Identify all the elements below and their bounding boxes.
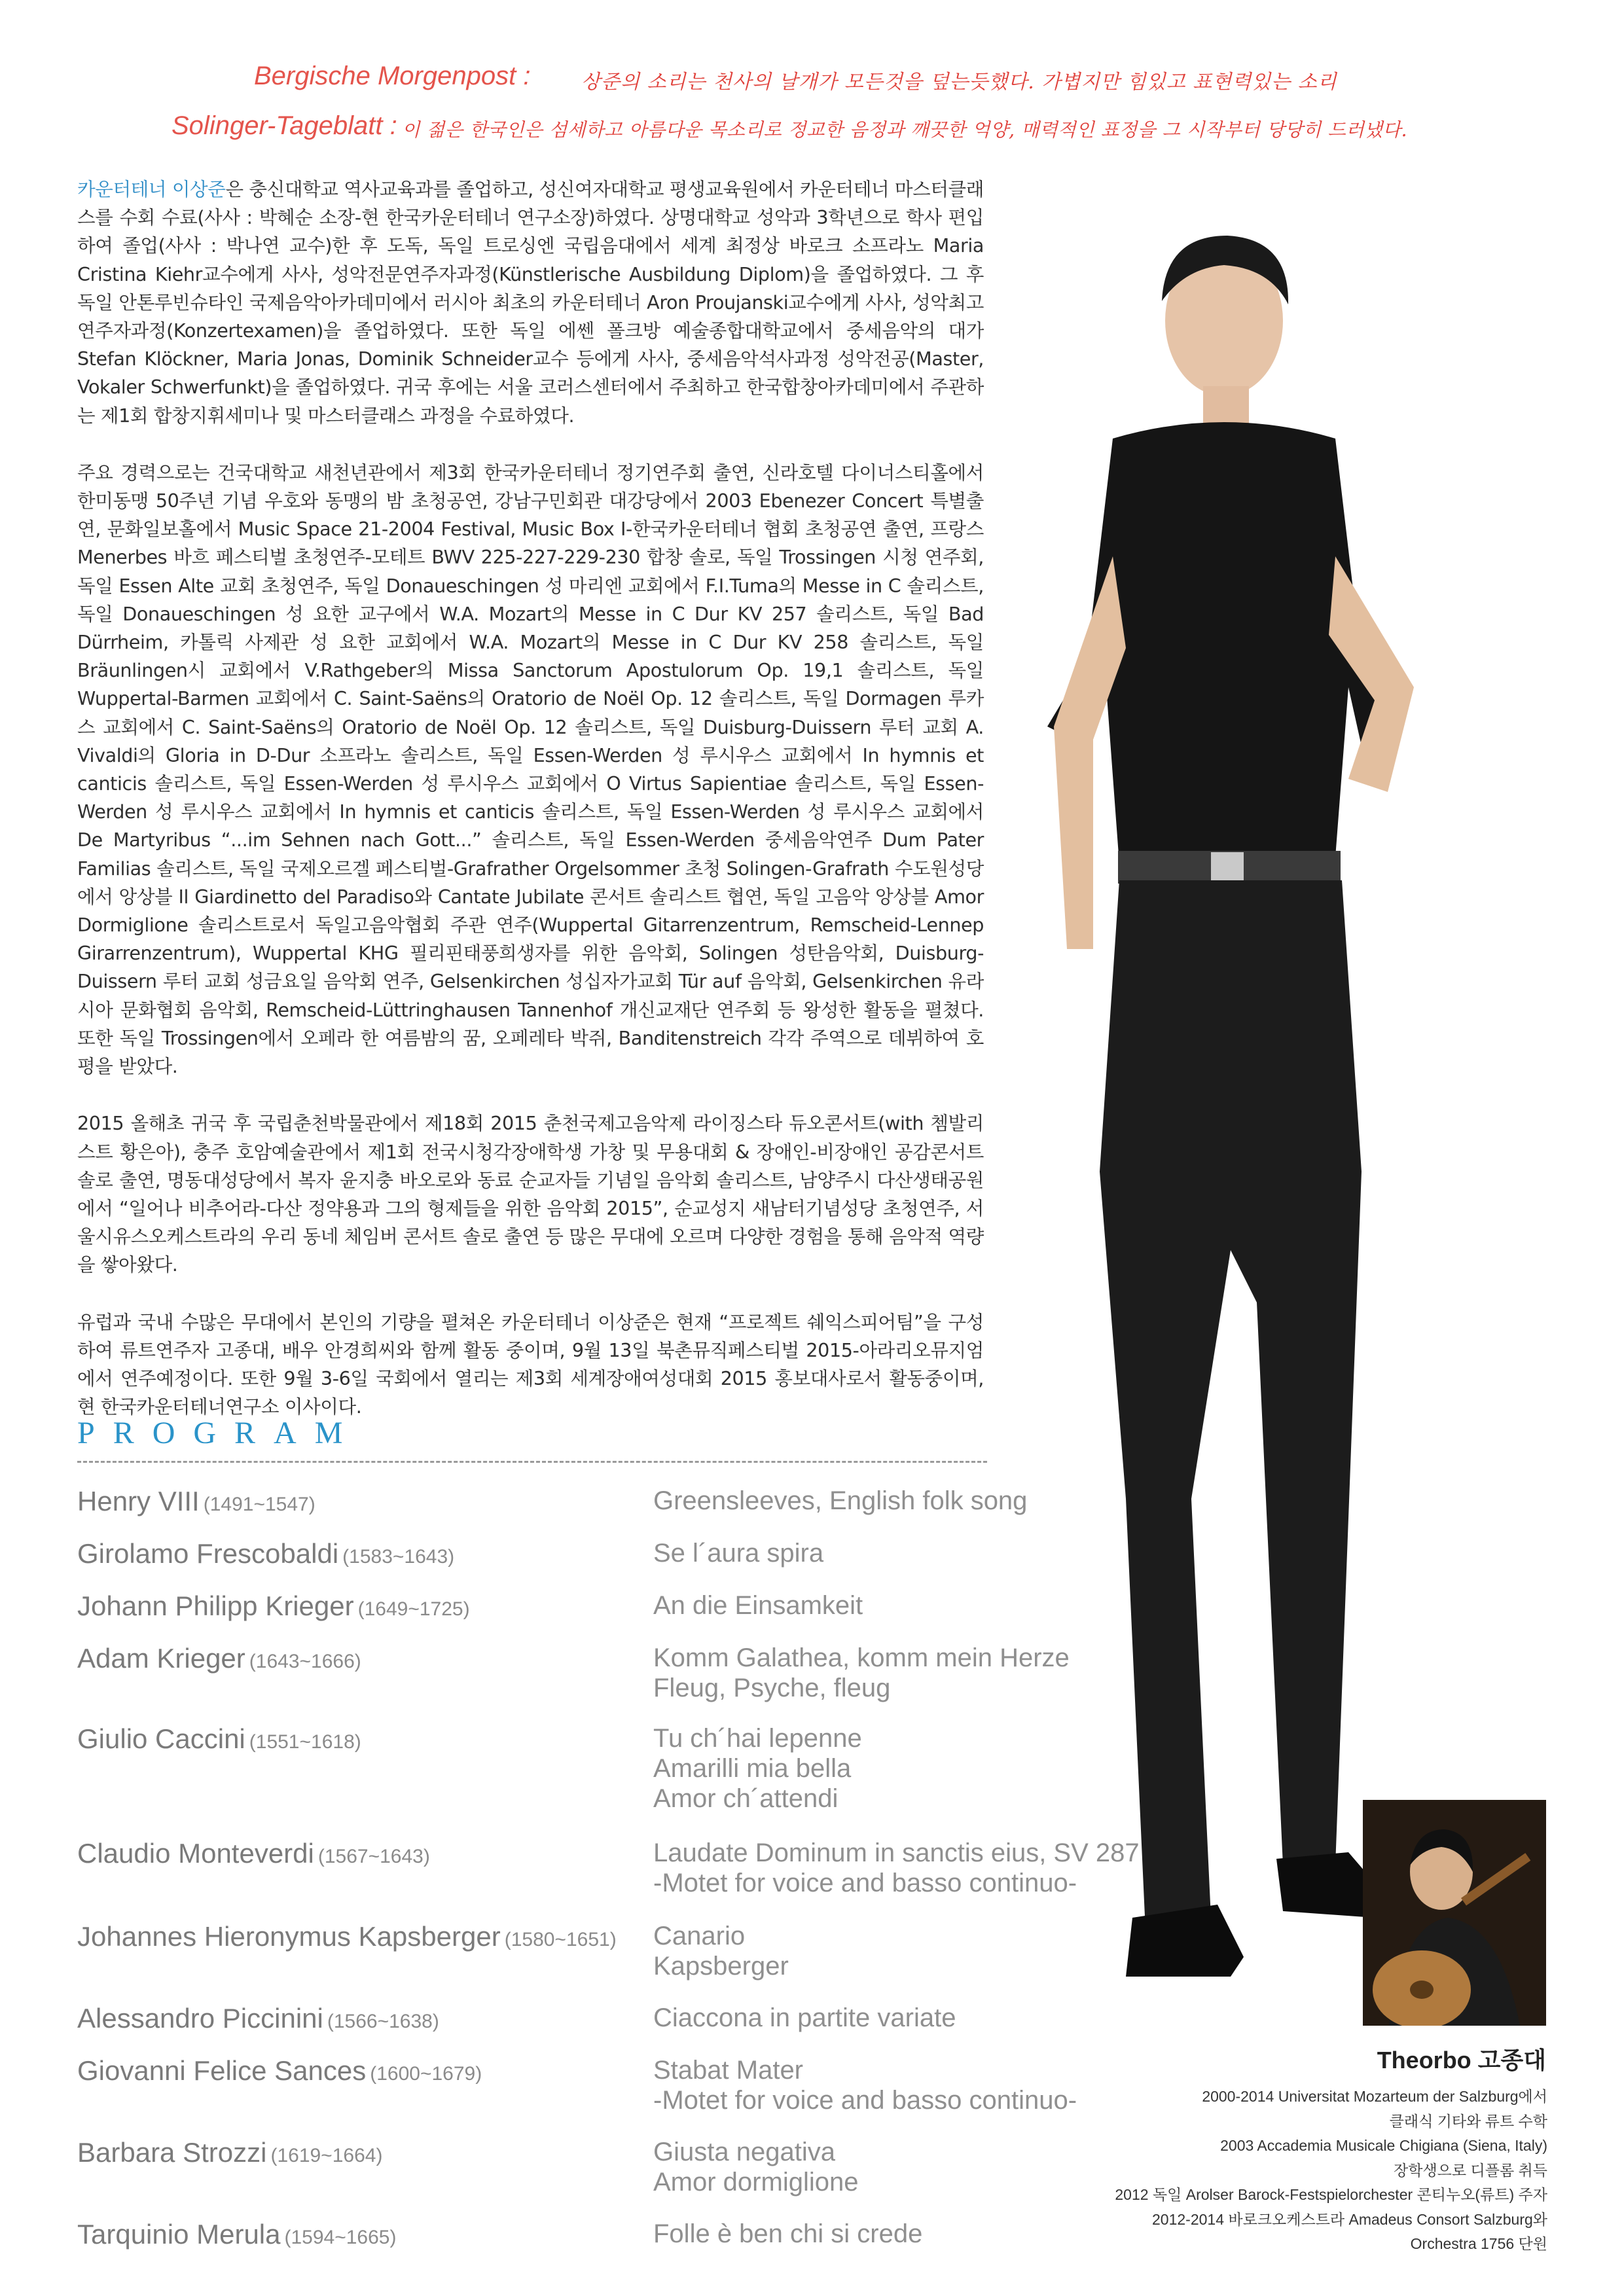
theorbo-bio-line: 2012-2014 바로크오케스트라 Amadeus Consort Salzburg와 bbox=[1152, 2210, 1547, 2228]
composer-name: Tarquinio Merula (1594~1665) bbox=[77, 2219, 397, 2250]
composer-name: Johannes Hieronymus Kapsberger (1580~1651) bbox=[77, 1921, 617, 1952]
theorbo-bio-line: Orchestra 1756 단원 bbox=[1410, 2235, 1547, 2252]
bio-paragraph-1-text: 은 충신대학교 역사교육과를 졸업하고, 성신여자대학교 평생교육원에서 카운터테너 마스터클래스를 수회 수료(사사 : 박혜순 소장-현 한국카운터테너 연구소장)하였다. 상명대학교 성악과 3학년으로 학사 편입하여 졸업(사사 : 박나연 교수)한 후 도독, 독일 트로싱엔 국립음대에서 세계 최정상 바로크 소프라노 Maria Cristina Kiehr교수에게 사사, 성악전문연주자과정(Künstlerische Ausbildung Diplom)을 졸업하였다. 그 후 독일 안톤루빈슈타인 국제음악아카데미에서 러시아 최초의 카운터테너 Aron Proujanski교수에게 사사, 성악최고연주자과정(Konzertexamen)을 졸업하였다. 또한 독일 에쎈 폴크방 예술종합대학교에서 중세음악의 대가 Stefan Klöckner, Maria Jonas, Dominik Schneider교수 등에게 사사, 중세음악석사과정 성악전공(Master, Vokaler Schwerfunkt)을 졸업하였다. 귀국 후에는 서울 코러스센터에서 주최하고 한국합창아카데미에서 주관하는 제1회 합창지휘세미나 및 마스터클래스 과정을 수료하였다. bbox=[77, 178, 984, 427]
composer-name: Claudio Monteverdi (1567~1643) bbox=[77, 1838, 430, 1869]
quote-1-text: 상준의 소리는 천사의 날개가 모든것을 덮는듯했다. 가볍지만 힘있고 표현력있는 소리 bbox=[581, 71, 1337, 94]
composer-name: Giulio Caccini (1551~1618) bbox=[77, 1723, 361, 1754]
theorbo-player-bio bbox=[1024, 2085, 1547, 2257]
works: Stabat Mater -Motet for voice and basso continuo- bbox=[653, 2056, 1077, 2115]
composer-name: Girolamo Frescobaldi (1583~1643) bbox=[77, 1538, 455, 1569]
theorbo-player-photo bbox=[1363, 1800, 1546, 2026]
program-divider bbox=[77, 1461, 987, 1463]
program-title: PROGRAM bbox=[77, 1416, 361, 1450]
theorbo-bio-line: 2000-2014 Universitat Mozarteum der Salzburg에서 bbox=[1202, 2088, 1547, 2105]
works: Ciaccona in partite variate bbox=[653, 2003, 956, 2032]
quote-1-source-label: Bergische Morgenpost : bbox=[254, 62, 531, 90]
composer-name: Giovanni Felice Sances (1600~1679) bbox=[77, 2055, 482, 2086]
works: Laudate Dominum in sanctis eius, SV 287 -Motet for voice and basso continuo- bbox=[653, 1839, 1140, 1897]
composer-name: Alessandro Piccinini (1566~1638) bbox=[77, 2003, 439, 2034]
works: Folle è ben chi si crede bbox=[653, 2219, 923, 2248]
theorbo-bio-line: 2003 Accademia Musicale Chigiana (Siena, Italy) bbox=[1220, 2137, 1547, 2154]
quote-2-source-label: Solinger-Tageblatt : bbox=[171, 111, 397, 140]
works: An die Einsamkeit bbox=[653, 1591, 863, 1620]
theorbo-bio-line: 2012 독일 Arolser Barock-Festspielorchester 콘티누오(류트) 주자 bbox=[1115, 2186, 1547, 2203]
bio-paragraph-3: 2015 올해초 귀국 후 국립춘천박물관에서 제18회 2015 춘천국제고음악제 라이징스타 듀오콘서트(with 쳄발리스트 황은아), 충주 호암예술관에서 제1회 전국시청각장애학생 가창 및 무용대회 & 장애인-비장애인 공감콘서트 솔로 출연, 명동대성당에서 복자 윤지충 바오로와 동료 순교자들 기념일 음악회 솔리스트, 남양주시 다산생태공원에서 “일어나 비추어라-다산 정약용과 그의 형제들을 위한 음악회 2015”, 순교성지 새남터기념성당 초청연주, 서울시유스오케스트라의 우리 동네 체임버 콘서트 솔로 출연 등 많은 무대에 오르며 다양한 경험을 통해 음악적 역량을 쌓아왔다. bbox=[77, 1112, 984, 1276]
composer-name: Barbara Strozzi (1619~1664) bbox=[77, 2137, 383, 2168]
theorbo-bio-line: 장학생으로 디플롬 취득 bbox=[1394, 2161, 1547, 2179]
composer-name: Adam Krieger (1643~1666) bbox=[77, 1643, 361, 1674]
theorbo-bio-line: 클래식 기타와 류트 수학 bbox=[1389, 2112, 1547, 2130]
works: Greensleeves, English folk song bbox=[653, 1486, 1028, 1515]
works: Canario Kapsberger bbox=[653, 1922, 789, 1981]
bio-paragraph-4: 유럽과 국내 수많은 무대에서 본인의 기량을 펼쳐온 카운터테너 이상준은 현재 “프로젝트 쉐익스피어팀”을 구성하여 류트연주자 고종대, 배우 안경희씨와 함께 활동 중이며, 9월 13일 북촌뮤직페스티벌 2015-아라리오뮤지엄에서 연주예정이다. 또한 9월 3-6일 국회에서 열리는 제3회 세계장애여성대회 2015 홍보대사로서 활동중이며, 현 한국카운터테너연구소 이사이다. bbox=[77, 1310, 984, 1418]
works: Tu ch´hai lepenne Amarilli mia bella Amor ch´attendi bbox=[653, 1724, 862, 1813]
singer-name: 카운터테너 이상준 bbox=[77, 178, 226, 200]
bio-paragraph-1 bbox=[77, 175, 984, 430]
composer-name: Henry VIII (1491~1547) bbox=[77, 1486, 316, 1516]
works: Komm Galathea, komm mein Herze Fleug, Psyche, fleug bbox=[653, 1643, 1070, 1702]
biography bbox=[77, 175, 984, 1450]
works: Se l´aura spira bbox=[653, 1539, 824, 1568]
bio-paragraph-2: 주요 경력으로는 건국대학교 새천년관에서 제3회 한국카운터테너 정기연주회 출연, 신라호텔 다이너스티홀에서 한미동맹 50주년 기념 우호와 동맹의 밤 초청공연, 강남구민회관 대강당에서 2003 Ebenezer Concert 특별출연, 문화일보홀에서 Music Space 21-2004 Festival, Music Box I-한국카운터테너 협회 초청공연 출연, 프랑스 Menerbes 바흐 페스티벌 초청연주-모테트 BWV 225-227-229-230 합창 솔로, 독일 Trossingen 시청 연주회, 독일 Essen Alte 교회 초청연주, 독일 Donaueschingen 성 마리엔 교회에서 F.I.Tuma의 Messe in C 솔리스트, 독일 Donaueschingen 성 요한 교구에서 W.A. Mozart의 Messe in C Dur KV 257 솔리스트, 독일 Bad Dürrheim, 카톨릭 사제관 성 요한 교회에서 W.A. Mozart의 Messe in C Dur KV 258 솔리스트, 독일 Bräunlingen시 교회에서 V.Rathgeber의 Missa Sanctorum Apostulorum Op. 19,1 솔리스트, 독일 Wuppertal-Barmen 교회에서 C. Saint-Saëns의 Oratorio de Noël Op. 12 솔리스트, 독일 Dormagen 루카스 교회에서 C. Saint-Saëns의 Oratorio de Noël Op. 12 솔리스트, 독일 Duisburg-Duissern 루터 교회 A. Vivaldi의 Gloria in D-Dur 소프라노 솔리스트, 독일 Essen-Werden 성 루시우스 교회에서 In hymnis et canticis 솔리스트, 독일 Essen-Werden 성 루시우스 교회에서 O Virtus Sapientiae 솔리스트, 독일 Essen-Werden 성 루시우스 교회에서 In hymnis et canticis 솔리스트, 독일 Essen-Werden 성 루시우스 교회에서 De Martyribus “...im Sehnen nach Gott...” 솔리스트, 독일 Essen-Werden 중세음악연주 Dum Pater Familias 솔리스트, 독일 국제오르겔 페스티벌-Grafrather Orgelsommer 초청 Solingen-Grafrath 수도원성당에서 앙상블 Il Giardinetto del Paradiso와 Cantate Jubilate 콘서트 솔리스트 협연, 독일 고음악 앙상블 Amor Dormiglione 솔리스트로서 독일고음악협회 주관 연주(Wuppertal Gitarrenzentrum, Remscheid-Lennep Girarrenzentrum), Wuppertal KHG 필리핀태풍희생자를 위한 음악회, Solingen 성탄음악회, Duisburg-Duissern 루터 교회 성금요일 음악회 연주, Gelsenkirchen 성십자가교회 Tür auf 음악회, Gelsenkirchen 유라시아 문화협회 음악회, Remscheid-Lüttringhausen Tannenhof 개신교재단 연주회 등 왕성한 활동을 펼쳤다. 또한 독일 Trossingen에서 오페라 한 여름밤의 꿈, 오페레타 박쥐, Banditenstreich 각각 주역으로 데뷔하여 호평을 받았다. bbox=[77, 461, 984, 1078]
quote-2-text: 이 젊은 한국인은 섬세하고 아름다운 목소리로 정교한 음정과 깨끗한 억양, 매력적인 표정을 그 시작부터 당당히 드러냈다. bbox=[402, 119, 1408, 141]
works: Giusta negativa Amor dormiglione bbox=[653, 2138, 859, 2197]
composer-name: Johann Philipp Krieger (1649~1725) bbox=[77, 1590, 470, 1621]
theorbo-player-name: Theorbo 고종대 bbox=[1377, 2047, 1546, 2073]
